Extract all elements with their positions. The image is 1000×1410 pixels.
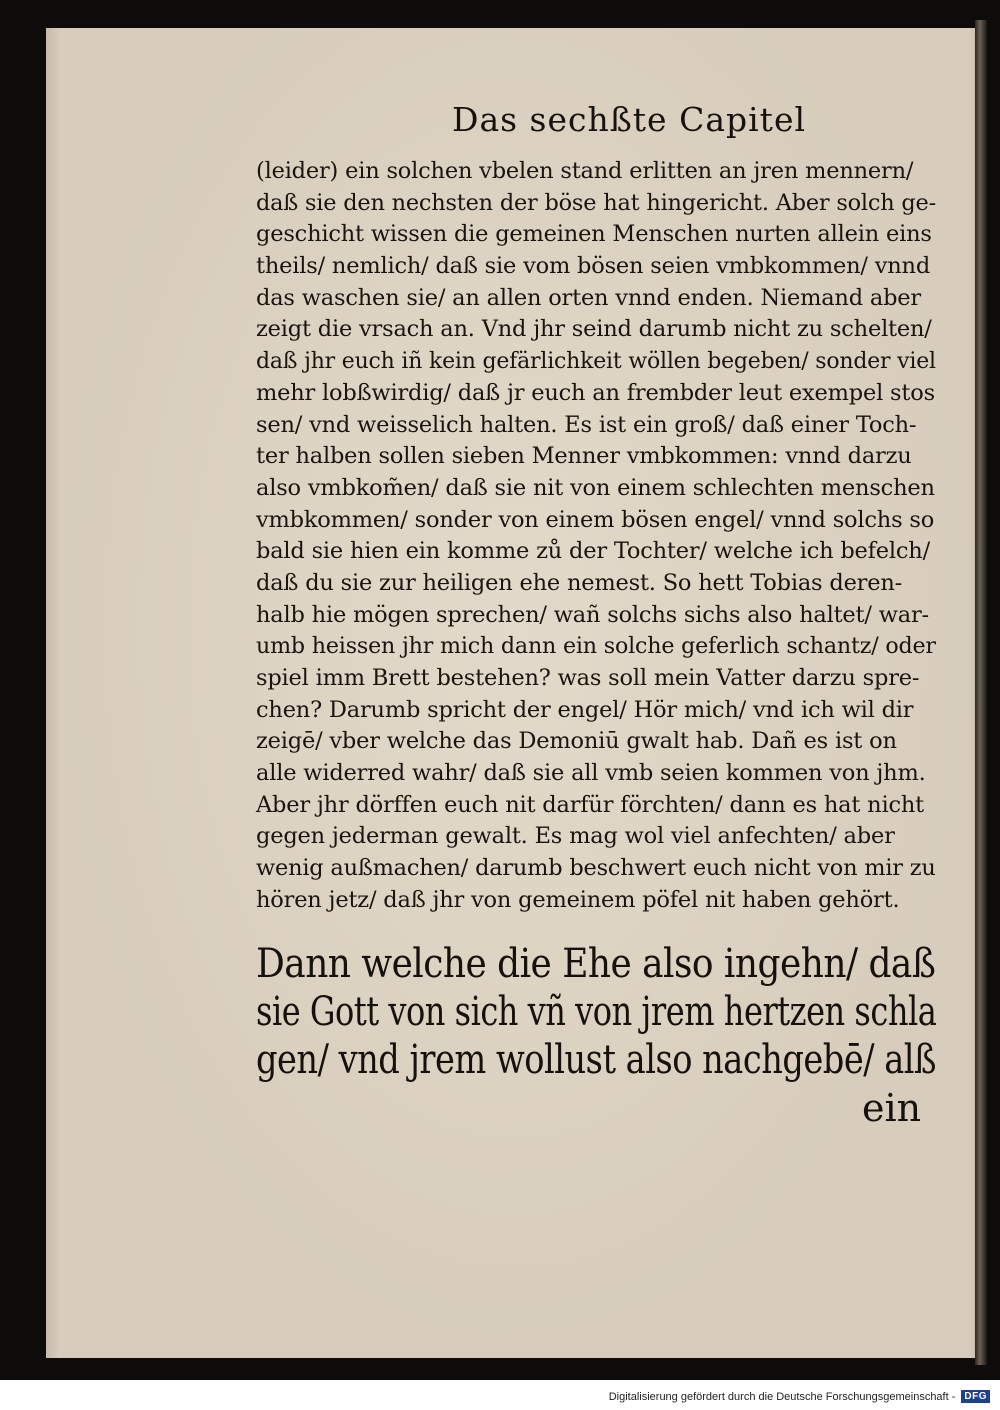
text-line: also vmbkom̃en/ daß sie nit von einem schlechten menschen — [256, 474, 935, 501]
catchword: ein — [862, 1086, 922, 1130]
text-line: theils/ nemlich/ daß sie vom bösen seien vmbkommen/ vnnd — [256, 253, 931, 280]
large-type-passage — [256, 940, 936, 1084]
text-line: umb heissen jhr mich dann ein solche geferlich schantz/ oder — [256, 633, 936, 660]
text-line: das waschen sie/ an allen orten vnnd enden. Niemand aber — [256, 284, 921, 311]
text-line: alle widerred wahr/ daß sie all vmb seien kommen von jhm. — [256, 760, 926, 787]
text-line: daß du sie zur heiligen ehe nemest. So hett Tobias deren- — [256, 569, 903, 596]
dfg-logo: DFG — [961, 1390, 990, 1403]
text-line: geschicht wissen die gemeinen Menschen nurten allein eins — [256, 221, 932, 248]
text-line: sen/ vnd weisselich halten. Es ist ein groß/ daß einer Toch- — [256, 411, 917, 438]
text-line: mehr lobßwirdig/ daß jr euch an frembder leut exempel stos — [256, 379, 935, 406]
text-line: zeigē/ vber welche das Demoniū gwalt hab. Dañ es ist on — [256, 728, 897, 755]
text-line: zeigt die vrsach an. Vnd jhr seind darumb nicht zu schelten/ — [256, 316, 932, 343]
page-gutter — [975, 20, 987, 1365]
text-line: Aber jhr dörffen euch nit darfür förchten/ dann es hat nicht — [256, 791, 924, 818]
digitization-credit — [609, 1390, 990, 1403]
text-line: spiel imm Brett bestehen? was soll mein Vatter darzu spre- — [256, 665, 920, 691]
body-text — [256, 156, 936, 917]
text-line: daß jhr euch iñ kein gefärlichkeit wöllen begeben/ sonder viel — [256, 348, 936, 375]
large-text-line: gen/ vnd jrem wollust also nachgebē/ alß — [256, 1037, 937, 1083]
text-line: bald sie hien ein komme zů der Tochter/ welche ich befelch/ — [256, 538, 930, 565]
text-line: hören jetz/ daß jhr von gemeinem pöfel nit haben gehört. — [256, 886, 900, 913]
large-text-line: sie Gott von sich vñ von jrem hertzen schla — [256, 989, 937, 1035]
text-line: halb hie mögen sprechen/ wañ solchs sichs also haltet/ war- — [256, 601, 929, 628]
text-line: wenig außmachen/ darumb beschwert euch nicht von mir zu — [256, 855, 936, 882]
text-line: ter halben sollen sieben Menner vmbkommen: vnnd darzu — [256, 443, 912, 470]
text-line: (leider) ein solchen vbelen stand erlitten an jren mennern/ — [256, 158, 914, 184]
text-line: vmbkommen/ sonder von einem bösen engel/ vnnd solchs so — [256, 506, 935, 533]
credit-text: Digitalisierung gefördert durch die Deutsche Forschungsgemeinschaft - — [608, 1390, 956, 1403]
text-line: gegen jederman gewalt. Es mag wol viel anfechten/ aber — [256, 823, 895, 850]
large-text-line: Dann welche die Ehe also ingehn/ daß — [256, 941, 936, 987]
text-line: chen? Darumb spricht der engel/ Hör mich/ vnd ich wil dir — [256, 696, 914, 723]
page-heading: Das sechßte Capitel — [452, 100, 807, 139]
text-line: daß sie den nechsten der böse hat hingericht. Aber solch ge- — [256, 189, 937, 216]
